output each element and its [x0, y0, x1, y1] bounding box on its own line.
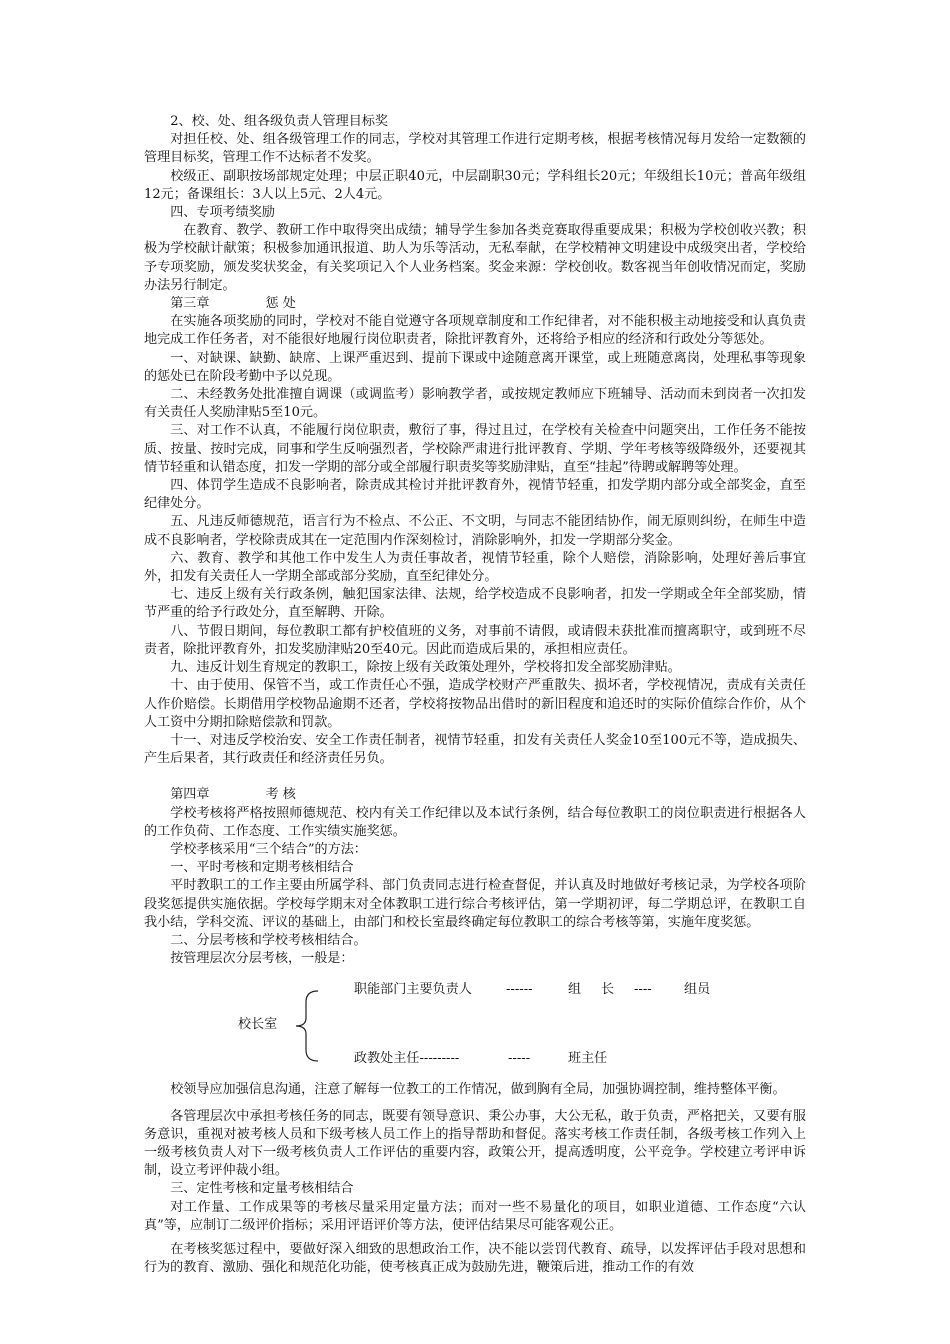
org-top-dash1: ------ — [506, 982, 533, 998]
blank-line — [144, 1100, 806, 1108]
paragraph: 在教育、教学、教研工作中取得突出成绩；辅导学生参加各类竞赛取得重要成果；积极为学校创收兴教；积极为学校献计献策；积极参加通讯报道、助人为乐等活动，无私奉献，在学校精神文明建设中成级突出者，学校给予专项奖励，颁发奖状奖金，有关奖项记入个人业务档案。奖金来源：学校创收。数客视当年创收情况而定，奖励办法另行制定。 — [144, 223, 806, 293]
list-item: 八、节假日期间，每位教职工都有护校值班的义务，对事前不请假，或请假未获批准而擅离职守，或到班不尽责者，除批评教育外，扣发奖励津贴20至40元。因此而造成后果的，承担相应责任。 — [144, 623, 806, 657]
chapter-heading — [144, 786, 806, 804]
list-item: 三、对工作不认真，不能履行岗位职责，敷衍了事，得过且过，在学校有关检查中问题突出，工作任务不能按质、按量、按时完成，同事和学生反响强烈者，学校除严肃进行批评教育、学期、学年考核等级降级外，还要视其情节轻重和认错态度，扣发一学期的部分或全部履行职责奖等奖励津贴，直至“挂起”待聘或解聘等处理。 — [144, 423, 806, 475]
section-heading: 一、平时考核和定期考核相结合 — [170, 860, 354, 876]
org-bottom-dash: ----- — [508, 1051, 531, 1067]
paragraph: 校级正、副职按场部规定处理；中层正职40元，中层副职30元；学科组长20元；年级组长10元；普高年级组12元；备课组长：3人以上5元、2人4元。 — [144, 168, 806, 202]
paragraph: 对担任校、处、组各级管理工作的同志，学校对其管理工作进行定期考核，根据考核情况每月发给一定数额的管理目标奖，管理工作不达标者不发奖。 — [144, 132, 806, 166]
org-chart — [144, 978, 806, 1073]
section-heading: 二、分层考核和学校考核相结合。 — [170, 932, 367, 948]
section-heading: 2、校、处、组各级负责人管理目标奖 — [170, 114, 389, 129]
chapter-name: 考 核 — [265, 787, 296, 803]
org-bottom-head: 政教处主任--------- — [354, 1051, 460, 1067]
paragraph: 平时教职工的工作主要由所属学科、部门负责同志进行检查督促，并认真及时地做好考核记录，为学校各项阶段奖惩提供实施依据。学校每学期末对全体教职工进行综合考核评估，第一学期初评，每二学期总评，在教职工自我小结，学科交流、评议的基础上，由部门和校长室最终确定每位教职工的综合考核等第，实施年度奖惩。 — [144, 878, 806, 930]
org-top-dash2: ---- — [634, 982, 652, 998]
blank-line — [144, 768, 806, 786]
org-top-end: 组员 — [684, 982, 711, 998]
paragraph: 在考核奖惩过程中，要做好深入细致的思想政治工作，决不能以尝罚代教育、疏导，以发挥评估手段对思想和行为的教育、激励、强化和规范化功能，使考核真正成为鼓励先进，鞭策后进，推动工作的有效 — [144, 1241, 806, 1276]
list-item: 二、未经教务处批准擅自调课（或调监考）影响教学者，或按规定教师应下班辅导、活动而未到岗者一次扣发有关责任人奖励津贴5至10元。 — [144, 387, 806, 421]
list-item: 五、凡违反师德规范，语言行为不检点、不公正、不文明，与同志不能团结协作，闹无原则纠纷，在师生中造成不良影响者，学校除责成其在一定范围内作深刻检讨，消除影响外，扣发一学期部分奖金。 — [144, 514, 806, 548]
list-item: 十、由于使用、保管不当，或工作责任心不强，造成学校财产严重散失、损坏者，学校视情况，责成有关责任人作价赔偿。长期借用学校物品逾期不还者，学校将按物品出借时的新旧程度和追还时的实际价值综合作价，从个人工资中分期扣除赔偿款和罚款。 — [144, 678, 806, 730]
paragraph: 校领导应加强信息沟通，注意了解每一位教工的工作情况，做到胸有全局，加强协调控制，维持整体平衡。 — [170, 1082, 786, 1098]
paragraph: 在实施各项奖励的同时，学校对不能自觉遵守各项规章制度和工作纪律者，对不能积极主动地接受和认真负责地完成工作任务者，对不能很好地履行岗位职责者，除批评教育外，还将给予相应的经济和行政处分等惩处。 — [144, 314, 806, 348]
chapter-heading — [144, 295, 806, 313]
org-bottom-end: 班主任 — [568, 1051, 608, 1067]
paragraph: 学校考核将严格按照师德规范、校内有关工作纪律以及本试行条例，结合每位教职工的岗位职责进行根据各人的工作负荷、工作态度、工作实绩实施奖惩。 — [144, 805, 806, 839]
paragraph: 各管理层次中承担考核任务的同志，既要有领导意识、秉公办事，大公无私，敢于负责，严格把关，又要有服务意识，重视对被考核人员和下级考核人员工作上的指导帮助和督促。落实考核工作责任制，各级考核工作列入上一级考核负责人对下一级考核负责人工作评估的重要内容，政策公开，提高透明度，公平竞争。学校建立考评申诉制，设立考评仲裁小组。 — [144, 1108, 806, 1179]
paragraph: 按管理层次分层考核，一般是： — [170, 951, 354, 967]
list-item: 四、体罚学生造成不良影响者，除责成其检讨并批评教育外，视情节轻重，扣发学期内部分或全部奖金，直至纪律处分。 — [144, 478, 806, 512]
list-item: 七、违反上级有关行政条例，触犯国家法律、法规，给学校造成不良影响者，扣发一学期或全年全部奖励，情节严重的给予行政处分，直至解聘、开除。 — [144, 587, 806, 621]
org-top-head: 职能部门主要负责人 — [354, 982, 472, 998]
document-body — [144, 113, 806, 1277]
list-item: 十一、对违反学校治安、安全工作责任制者，视情节轻重，扣发有关责任人奖金10至100元不等，造成损失、产生后果者，其行政责任和经济责任另负。 — [144, 732, 806, 767]
section-heading: 四、专项考绩奖励 — [170, 205, 275, 221]
section-heading: 三、定性考核和定量考核相结合 — [170, 1181, 354, 1197]
org-top-mid: 组 长 — [568, 982, 615, 998]
list-item: 六、教育、教学和其他工作中发生人为责任事故者，视情节轻重，除个人赔偿，消除影响，处理好善后事宜外，扣发有关责任人一学期全部或部分奖励，直至纪律处分。 — [144, 550, 806, 585]
chapter-label: 第三章 — [170, 296, 210, 312]
list-item: 一、对缺课、缺勤、缺席、上课严重迟到、提前下课或中途随意离开课堂，或上班随意离岗，处理私事等现象的惩处已在阶段考勤中予以兑现。 — [144, 350, 806, 384]
paragraph: 对工作量、工作成果等的考核尽量采用定量方法；而对一些不易量化的项目，如职业道德、工作态度“六认真”等，应制订二级评价指标；采用评语评价等方法，使评估结果尽可能客观公正。 — [144, 1199, 806, 1233]
brace-icon — [294, 990, 320, 1062]
org-root: 校长室 — [238, 1017, 278, 1033]
chapter-name: 惩 处 — [265, 296, 296, 312]
paragraph: 学校孝核采用“三个结合”的方法： — [170, 841, 367, 857]
list-item: 九、违反计划生育规定的教职工，除按上级有关政策处理外，学校将扣发全部奖励津贴。 — [170, 660, 681, 676]
chapter-label: 第四章 — [170, 787, 210, 803]
